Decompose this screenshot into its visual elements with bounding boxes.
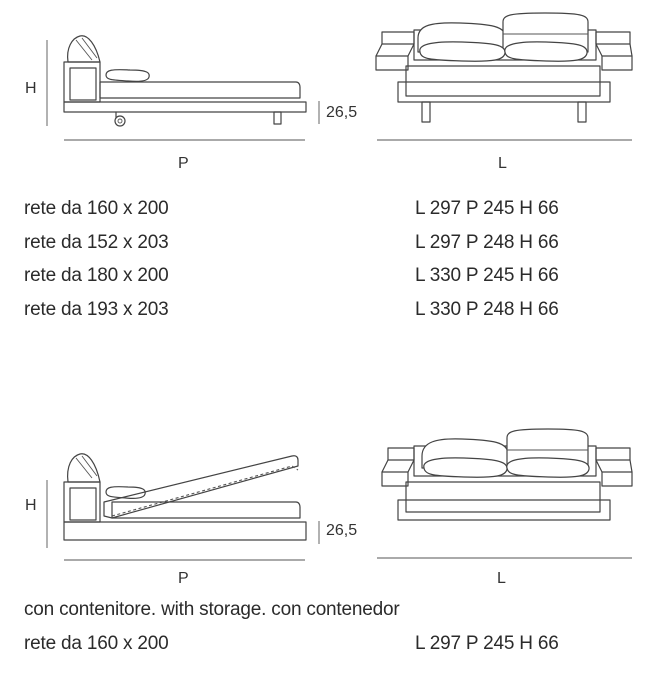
- spec-row-dims: L 330 P 248 H 66: [415, 299, 559, 320]
- base-height-label: 26,5: [326, 522, 358, 539]
- spec-row-dims: L 330 P 245 H 66: [415, 265, 559, 286]
- bed-front-view-drawing: [0, 0, 657, 150]
- height-label: H: [25, 80, 37, 97]
- spec-row-rete: rete da 193 x 203: [24, 299, 169, 320]
- spec-row-rete: rete da 180 x 200: [24, 265, 169, 286]
- spec-row-rete: rete da 160 x 200: [24, 633, 169, 654]
- length-label: L: [498, 155, 507, 172]
- depth-label: P: [178, 570, 189, 587]
- storage-caption: con contenitore. with storage. con contenedor: [24, 599, 400, 620]
- bed-storage-front-view-drawing: [0, 420, 657, 590]
- spec-row-rete: rete da 152 x 203: [24, 232, 169, 253]
- height-label: H: [25, 497, 37, 514]
- length-label: L: [497, 570, 506, 587]
- spec-row-dims: L 297 P 245 H 66: [415, 633, 559, 654]
- base-height-label: 26,5: [326, 104, 358, 121]
- spec-row-rete: rete da 160 x 200: [24, 198, 169, 219]
- spec-row-dims: L 297 P 245 H 66: [415, 198, 559, 219]
- depth-label: P: [178, 155, 189, 172]
- spec-row-dims: L 297 P 248 H 66: [415, 232, 559, 253]
